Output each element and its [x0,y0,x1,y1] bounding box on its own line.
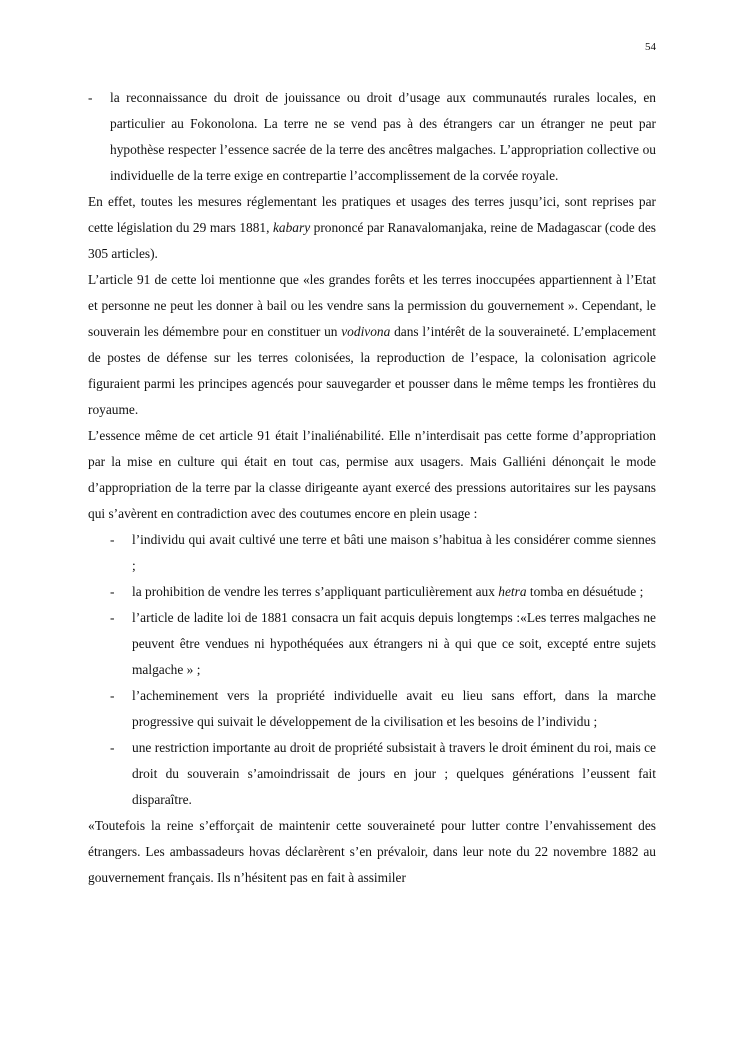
paragraph-text: L’essence même de cet article 91 était l’inaliénabilité. Elle n’interdisait pas cette forme d’appropriation par la mise en culture qui était en tout cas, permise aux usagers. Mais Galliéni dénonçait le mode d’appropriation de la terre par la classe dirigeante ayant exercé des pressions autoritaires sur les paysans qui s’avèrent en contradiction avec des coutumes encore en plein usage : [88,428,656,521]
list-item [88,85,656,189]
dash-bullet: - [110,688,115,703]
list-item [110,579,656,605]
paragraph-article-91 [88,267,656,423]
list-item [110,605,656,683]
list-item-text: l’individu qui avait cultivé une terre et bâti une maison s’habitua à les considérer comme siennes ; [132,532,656,573]
paragraph-quote-sovereignty [88,813,656,891]
list-item-text: l’acheminement vers la propriété individuelle avait eu lieu sans effort, dans la marche progressive qui suivait le développement de la civilisation et les besoins de l’individu ; [132,688,656,729]
paragraph-text: prononcé par Ranavalomanjaka, reine de Madagascar (code des 305 articles). [88,220,656,261]
paragraph-text: «Toutefois la reine s’efforçait de maintenir cette souveraineté pour lutter contre l’envahissement des étrangers. Les ambassadeurs hovas déclarèrent s’en prévaloir, dans leur note du 22 novembre 1882 au gouvernement français. Ils n’hésitent pas en fait à assimiler [88,818,656,885]
paragraph-legislation-1881 [88,189,656,267]
list-item-text: l’article de ladite loi de 1881 consacra un fait acquis depuis longtemps :«Les terres malgaches ne peuvent être vendues ni hypothéquées aux étrangers ni à qui que ce soit, excepté entre sujets malgache » ; [132,610,656,677]
list-item-text: une restriction importante au droit de propriété subsistait à travers le droit éminent du roi, mais ce droit du souverain s’amoindrissait de jours en jour ; quelques générations l’eussent fait disparaître. [132,740,656,807]
page-number: 54 [645,41,656,53]
land-rights-list [88,85,656,189]
list-item-text: la reconnaissance du droit de jouissance ou droit d’usage aux communautés rurales locales, en particulier au Fokonolona. La terre ne se vend pas à des étrangers car un étranger ne peut par hypothèse respecter l’essence sacrée de la terre des ancêtres malgaches. L’appropriation collective ou individuelle de la terre exige en contrepartie l’accomplissement de la corvée royale. [110,90,656,183]
dash-bullet: - [110,584,115,599]
dash-bullet: - [110,740,115,755]
dash-bullet: - [110,610,115,625]
list-item-text: la prohibition de vendre les terres s’appliquant particulièrement aux [132,584,499,599]
paragraph-text: L’article 91 de cette loi mentionne que «les grandes forêts et les terres inoccupées appartiennent à l’Etat et personne ne peut les donner à bail ou les vendre sans la permission du gouvernement ». Cependant, le souverain les démembre pour en constituer un [88,272,656,339]
list-item-text: tomba en désuétude ; [526,584,644,599]
customs-list [88,527,656,813]
paragraph-text: En effet, toutes les mesures réglementant les pratiques et usages des terres jusqu’ici, sont reprises par cette législation du 29 mars 1881, [88,194,656,235]
italic-term: vodivona [341,324,391,339]
italic-term: kabary [272,220,311,235]
list-item [110,527,656,579]
dash-bullet: - [110,532,115,547]
document-body [88,85,656,891]
dash-bullet: - [88,90,93,105]
list-item [110,683,656,735]
paragraph-text: dans l’intérêt de la souveraineté. L’emplacement de postes de défense sur les terres colonisées, la reproduction de l’espace, la colonisation agricole figuraient parmi les principes agencés pour sauvegarder et pousser dans le même temps les frontières du royaume. [88,324,656,417]
italic-term: hetra [498,584,527,599]
paragraph-inalienability [88,423,656,527]
list-item [110,735,656,813]
